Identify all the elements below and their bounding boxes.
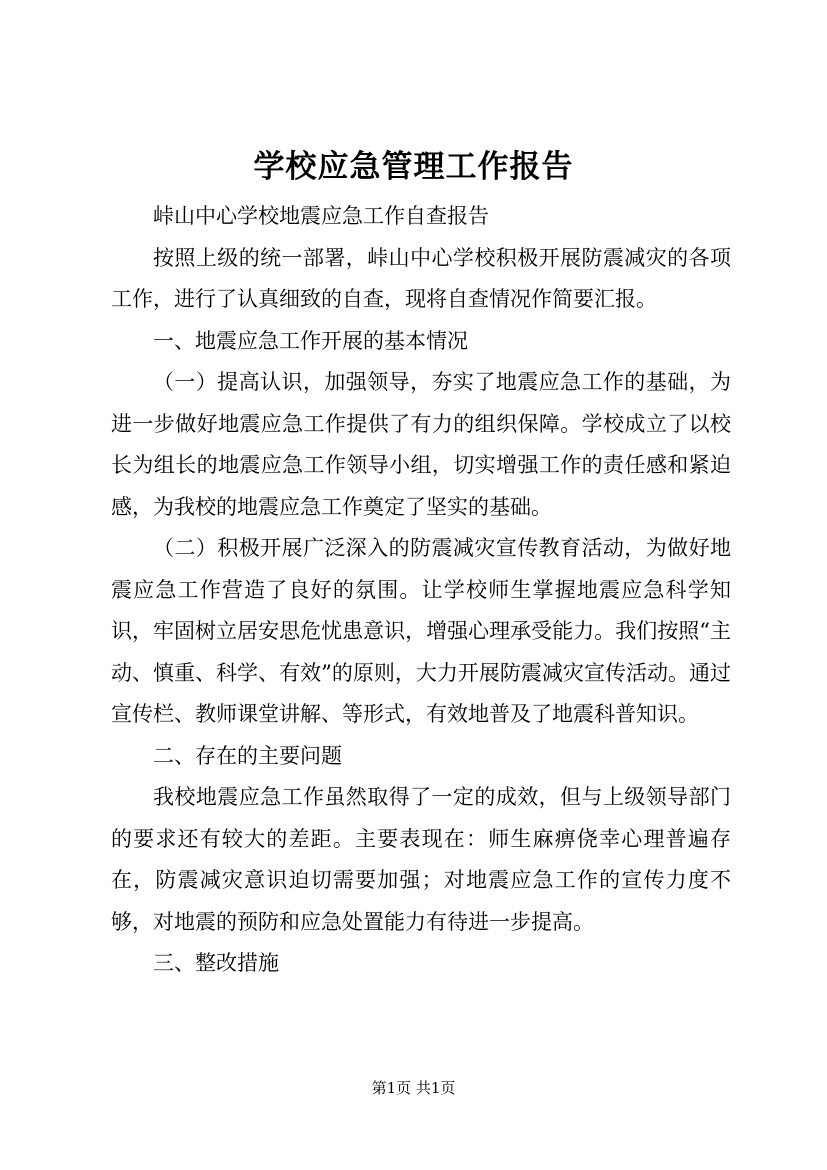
document-title: 学校应急管理工作报告 xyxy=(253,149,574,185)
paragraph-subtitle: 峠山中心学校地震应急工作自查报告 xyxy=(153,204,489,228)
section-heading-2: 二、存在的主要问题 xyxy=(153,743,342,768)
paragraph-subsection-2: （二）积极开展广泛深入的防震减灾宣传教育活动，为做好地震应急工作营造了良好的氛围。让学校师生掌握地震应急科学知识，牢固树立居安思危忧患意识，增强心理承受能力。我们按照“主动、慎重、科学、有效”的原则，大力开展防震减灾宣传活动。通过宣传栏、教师课堂讲解、等形式，有效地普及了地震科普知识。 xyxy=(111,536,731,726)
page-footer: 第1页 共1页 xyxy=(371,1079,456,1097)
paragraph-problems: 我校地震应急工作虽然取得了一定的成效，但与上级领导部门的要求还有较大的差距。主要表现在：师生麻痹侥幸心理普遍存在，防震减灾意识迫切需要加强；对地震应急工作的宣传力度不够，对地震的预防和应急处置能力有待进一步提高。 xyxy=(111,785,731,934)
section-heading-1: 一、地震应急工作开展的基本情况 xyxy=(153,328,468,353)
section-heading-3: 三、整改措施 xyxy=(153,951,279,975)
paragraph-intro: 按照上级的统一部署，峠山中心学校积极开展防震减灾的各项工作，进行了认真细致的自查，现将自查情况作简要汇报。 xyxy=(111,245,731,311)
paragraph-subsection-1: （一）提高认识，加强领导，夯实了地震应急工作的基础，为进一步做好地震应急工作提供了有力的组织保障。学校成立了以校长为组长的地震应急工作领导小组，切实增强工作的责任感和紧迫感，为我校的地震应急工作奠定了坚实的基础。 xyxy=(111,370,731,519)
document-body xyxy=(111,196,731,985)
